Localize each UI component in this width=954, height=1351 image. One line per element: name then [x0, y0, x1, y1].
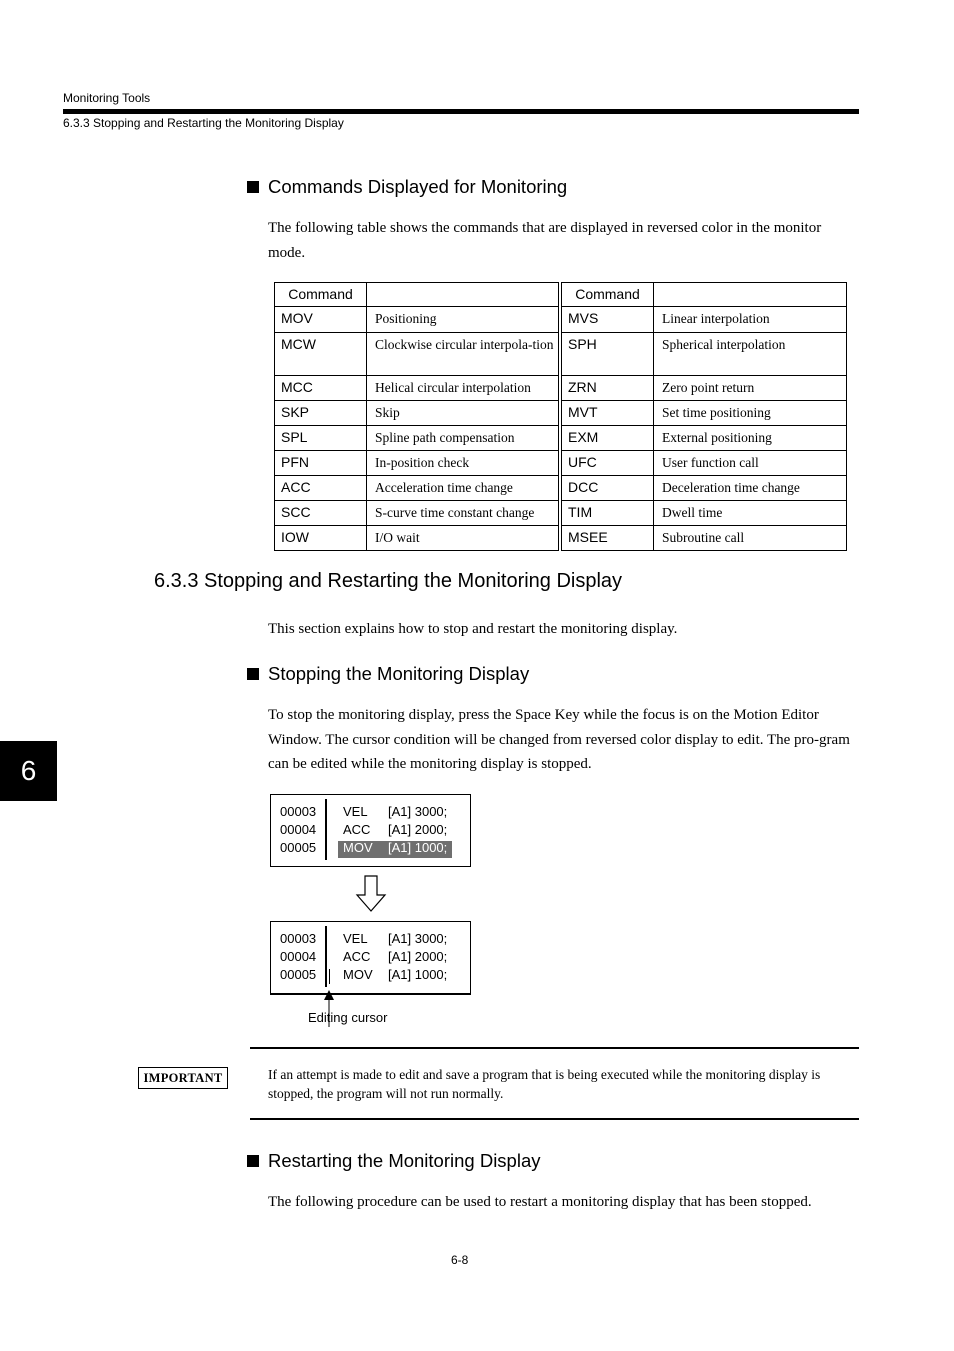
description-cell: S-curve time constant change — [367, 501, 561, 526]
instruction-opcode: MOV — [343, 840, 373, 855]
table-row — [275, 451, 847, 476]
square-bullet-icon — [247, 181, 259, 193]
description-cell: Deceleration time change — [654, 476, 847, 501]
command-cell: UFC — [560, 451, 654, 476]
note-top-rule — [250, 1047, 859, 1049]
command-cell: MOV — [275, 307, 367, 333]
monitor-display-after — [270, 921, 471, 995]
table-header-cell — [654, 283, 847, 307]
editing-cursor-caret — [329, 969, 330, 984]
square-bullet-icon — [247, 668, 259, 680]
line-number: 00004 — [280, 949, 317, 964]
restarting-heading-text: Restarting the Monitoring Display — [268, 1150, 541, 1171]
table-row — [275, 333, 847, 376]
section-title: 6.3.3 Stopping and Restarting the Monitoring Display — [154, 570, 623, 592]
description-cell: External positioning — [654, 426, 847, 451]
description-cell: Spherical interpolation — [654, 333, 847, 376]
line-number-separator — [325, 799, 327, 860]
command-cell: PFN — [275, 451, 367, 476]
description-cell: User function call — [654, 451, 847, 476]
editing-cursor-label: Editing cursor — [308, 1010, 388, 1025]
description-cell: Linear interpolation — [654, 307, 847, 333]
command-cell: MVT — [560, 401, 654, 426]
line-number: 00005 — [280, 840, 317, 855]
section-intro: This section explains how to stop and restart the monitoring display. — [268, 621, 678, 637]
instruction-argument: [A1] 3000; — [388, 804, 448, 819]
description-cell: Acceleration time change — [367, 476, 561, 501]
line-number: 00003 — [280, 804, 317, 819]
table-row — [275, 526, 847, 551]
table-header-row — [275, 283, 847, 307]
line-number: 00003 — [280, 931, 317, 946]
table-body — [275, 307, 847, 551]
line-number: 00005 — [280, 967, 317, 982]
page-number: 6-8 — [451, 1253, 469, 1267]
table-row — [275, 476, 847, 501]
command-cell: MSEE — [560, 526, 654, 551]
instruction-argument: [A1] 2000; — [388, 822, 448, 837]
header-rule — [63, 109, 859, 114]
instruction-opcode: ACC — [343, 822, 371, 837]
restarting-heading — [247, 1150, 541, 1172]
command-cell: SPL — [275, 426, 367, 451]
command-cell: ACC — [275, 476, 367, 501]
command-cell: MVS — [560, 307, 654, 333]
table-row — [275, 401, 847, 426]
description-cell: Set time positioning — [654, 401, 847, 426]
command-cell: EXM — [560, 426, 654, 451]
stopping-heading — [247, 663, 529, 685]
description-cell: Subroutine call — [654, 526, 847, 551]
command-cell: IOW — [275, 526, 367, 551]
command-cell: SKP — [275, 401, 367, 426]
command-cell: SPH — [560, 333, 654, 376]
command-cell: MCC — [275, 376, 367, 401]
instruction-opcode: MOV — [343, 967, 373, 982]
table-header-cell: Command — [275, 283, 367, 307]
stopping-heading-text: Stopping the Monitoring Display — [268, 663, 530, 684]
running-header-title: Monitoring Tools — [63, 91, 151, 105]
down-arrow-icon — [355, 875, 387, 913]
description-cell: Clockwise circular interpola-tion — [367, 333, 561, 376]
instruction-opcode: VEL — [343, 931, 368, 946]
restarting-body: The following procedure can be used to restart a monitoring display that has been stopped. — [268, 1194, 812, 1210]
instruction-argument: [A1] 1000; — [388, 967, 448, 982]
commands-heading — [247, 176, 567, 198]
description-cell: Helical circular interpolation — [367, 376, 561, 401]
table-row — [275, 376, 847, 401]
command-cell: ZRN — [560, 376, 654, 401]
description-cell: Zero point return — [654, 376, 847, 401]
commands-heading-text: Commands Displayed for Monitoring — [268, 176, 568, 197]
line-number-separator — [325, 926, 327, 987]
instruction-opcode: ACC — [343, 949, 371, 964]
instruction-argument: [A1] 2000; — [388, 949, 448, 964]
description-cell: Skip — [367, 401, 561, 426]
stopping-body: To stop the monitoring display, press the Space Key while the focus is on the Motion Editor Window. The cursor condition will be changed from reversed color display to edit. The pro-gram can be edited while the monitoring display is stopped. — [268, 707, 850, 772]
command-cell: TIM — [560, 501, 654, 526]
table-header-cell: Command — [560, 283, 654, 307]
table-header-cell — [367, 283, 561, 307]
important-note-text: If an attempt is made to edit and save a program that is being executed while the monitoring display is stopped, the program will not run normally. — [268, 1067, 821, 1101]
description-cell: I/O wait — [367, 526, 561, 551]
instruction-opcode: VEL — [343, 804, 368, 819]
description-cell: Dwell time — [654, 501, 847, 526]
commands-intro: The following table shows the commands that are displayed in reversed color in the monitor mode. — [268, 220, 822, 261]
table-row — [275, 307, 847, 333]
line-number: 00004 — [280, 822, 317, 837]
chapter-tab: 6 — [0, 741, 57, 801]
instruction-argument: [A1] 3000; — [388, 931, 448, 946]
command-cell: SCC — [275, 501, 367, 526]
table-row — [275, 501, 847, 526]
command-cell: MCW — [275, 333, 367, 376]
description-cell: Spline path compensation — [367, 426, 561, 451]
monitor-display-before — [270, 794, 471, 867]
commands-table — [274, 282, 847, 551]
command-cell: DCC — [560, 476, 654, 501]
table-row — [275, 426, 847, 451]
instruction-argument: [A1] 1000; — [388, 840, 448, 855]
description-cell: In-position check — [367, 451, 561, 476]
description-cell: Positioning — [367, 307, 561, 333]
important-label: IMPORTANT — [138, 1067, 228, 1089]
square-bullet-icon — [247, 1155, 259, 1167]
running-header-section: 6.3.3 Stopping and Restarting the Monitoring Display — [63, 116, 344, 130]
note-bottom-rule — [250, 1118, 859, 1120]
